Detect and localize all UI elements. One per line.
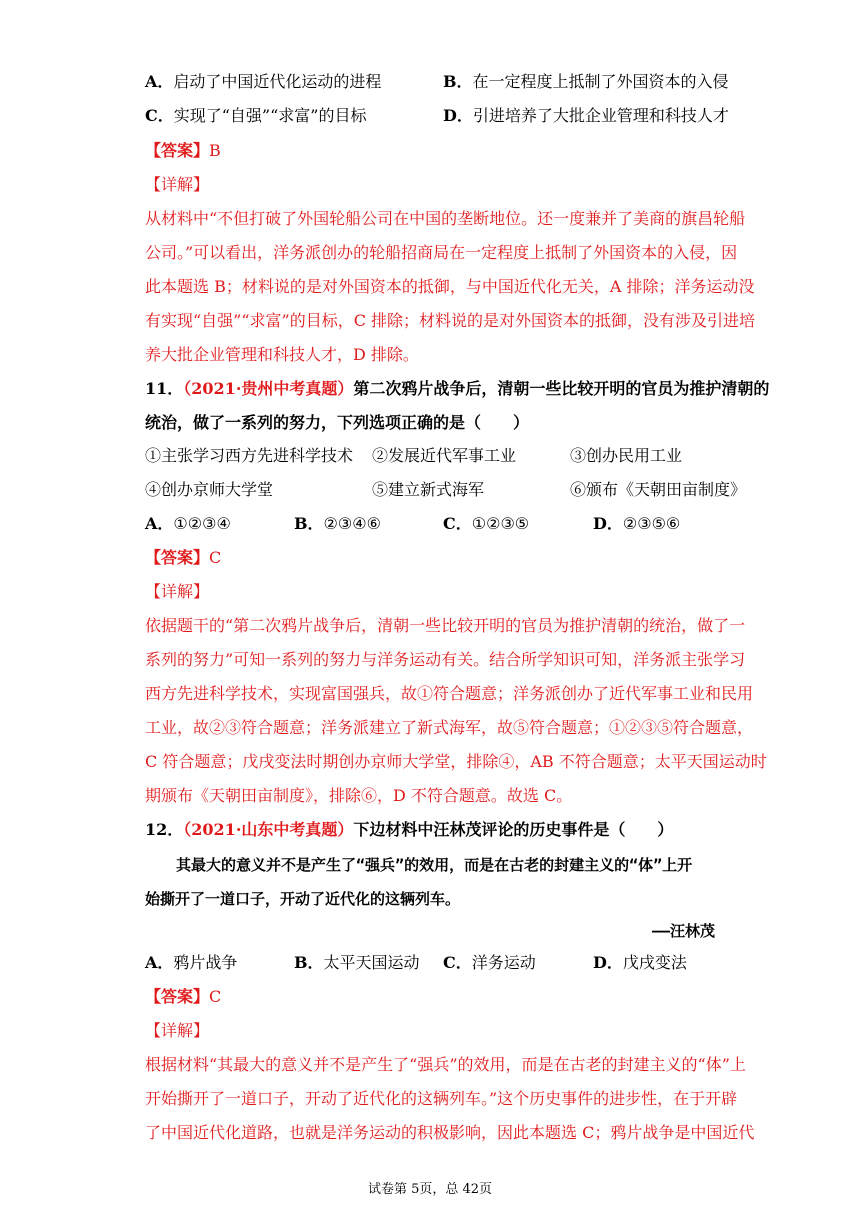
explanation-line: 公司。”可以看出，洋务派创办的轮船招商局在一定程度上抵制了外国资本的入侵，因 [145, 243, 738, 262]
option-a: A．①②③④ [145, 514, 231, 533]
option-c: C．①②③⑤ [443, 514, 530, 533]
explanation-line: 根据材料“其最大的意义并不是产生了“强兵”的效用，而是在古老的封建主义的“体”上 [145, 1055, 746, 1074]
statement-5: ⑤建立新式海军 [372, 480, 485, 499]
question-12-stem: 12．（2021·山东中考真题）下边材料中汪林茂评论的历史事件是（ ） [145, 820, 674, 839]
detail-label: 【详解】 [145, 582, 210, 601]
option-c: C．洋务运动 [443, 953, 536, 972]
option-d: D．②③⑤⑥ [593, 514, 681, 533]
explanation-line: 从材料中“不但打破了外国轮船公司在中国的垄断地位。还一度兼并了美商的旗昌轮船 [145, 209, 746, 228]
explanation-line: C 符合题意；戊戌变法时期创办京师大学堂，排除④，AB 不符合题意；太平天国运动时 [145, 752, 767, 771]
statement-1: ①主张学习西方先进科学技术 [145, 446, 354, 465]
answer-line: 【答案】C [145, 548, 222, 567]
option-d: D．引进培养了大批企业管理和科技人才 [443, 106, 729, 125]
option-b: B．②③④⑥ [294, 514, 381, 533]
answer-line: 【答案】B [145, 141, 221, 160]
explanation-line: 有实现“自强”“求富”的目标，C 排除；材料说的是对外国资本的抵御，没有涉及引进培 [145, 311, 756, 330]
detail-label: 【详解】 [145, 1021, 210, 1040]
statement-6: ⑥颁布《天朝田亩制度》 [570, 480, 747, 499]
quote-text: 其最大的意义并不是产生了“强兵”的效用，而是在古老的封建主义的“体”上开 [176, 856, 693, 874]
detail-label: 【详解】 [145, 175, 210, 194]
explanation-line: 期颁布《天朝田亩制度》，排除⑥，D 不符合题意。故选 C。 [145, 786, 573, 805]
statement-4: ④创办京师大学堂 [145, 480, 274, 499]
page-footer: 试卷第 5页，总 42页 [367, 1182, 493, 1197]
quote-text-cont: 始撕开了一道口子，开动了近代化的这辆列车。 [145, 890, 461, 908]
question-11-stem-cont: 统治，做了一系列的努力，下列选项正确的是（ ） [145, 413, 530, 432]
explanation-line: 此本题选 B；材料说的是对外国资本的抵御，与中国近代化无关，A 排除；洋务运动没 [145, 277, 755, 296]
option-a: A．启动了中国近代化运动的进程 [145, 72, 382, 91]
explanation-line: 开始撕开了一道口子，开动了近代化的这辆列车。”这个历史事件的进步性，在于开辟 [145, 1089, 738, 1108]
statement-2: ②发展近代军事工业 [372, 446, 517, 465]
question-11-stem: 11．（2021·贵州中考真题）第二次鸦片战争后，清朝一些比较开明的官员为推护清朝的 [145, 379, 770, 398]
explanation-line: 系列的努力”可知一系列的努力与洋务运动有关。结合所学知识可知，洋务派主张学习 [145, 650, 746, 669]
option-a: A．鸦片战争 [145, 953, 238, 972]
quote-author: ——汪林茂 [651, 922, 715, 940]
answer-line: 【答案】C [145, 987, 222, 1006]
explanation-line: 西方先进科学技术，实现富国强兵，故①符合题意；洋务派创办了近代军事工业和民用 [145, 684, 754, 703]
option-c: C．实现了“自强”“求富”的目标 [145, 106, 367, 125]
explanation-line: 养大批企业管理和科技人才，D 排除。 [145, 345, 419, 364]
statement-3: ③创办民用工业 [570, 446, 683, 465]
option-b: B．太平天国运动 [294, 953, 420, 972]
explanation-line: 依据题干的“第二次鸦片战争后，清朝一些比较开明的官员为推护清朝的统治，做了一 [145, 616, 746, 635]
explanation-line: 了中国近代化道路，也就是洋务运动的积极影响，因此本题选 C；鸦片战争是中国近代 [145, 1123, 755, 1142]
explanation-line: 工业，故②③符合题意；洋务派建立了新式海军，故⑤符合题意；①②③⑤符合题意， [145, 718, 754, 737]
option-b: B．在一定程度上抵制了外国资本的入侵 [443, 72, 729, 91]
option-d: D．戊戌变法 [593, 953, 687, 972]
